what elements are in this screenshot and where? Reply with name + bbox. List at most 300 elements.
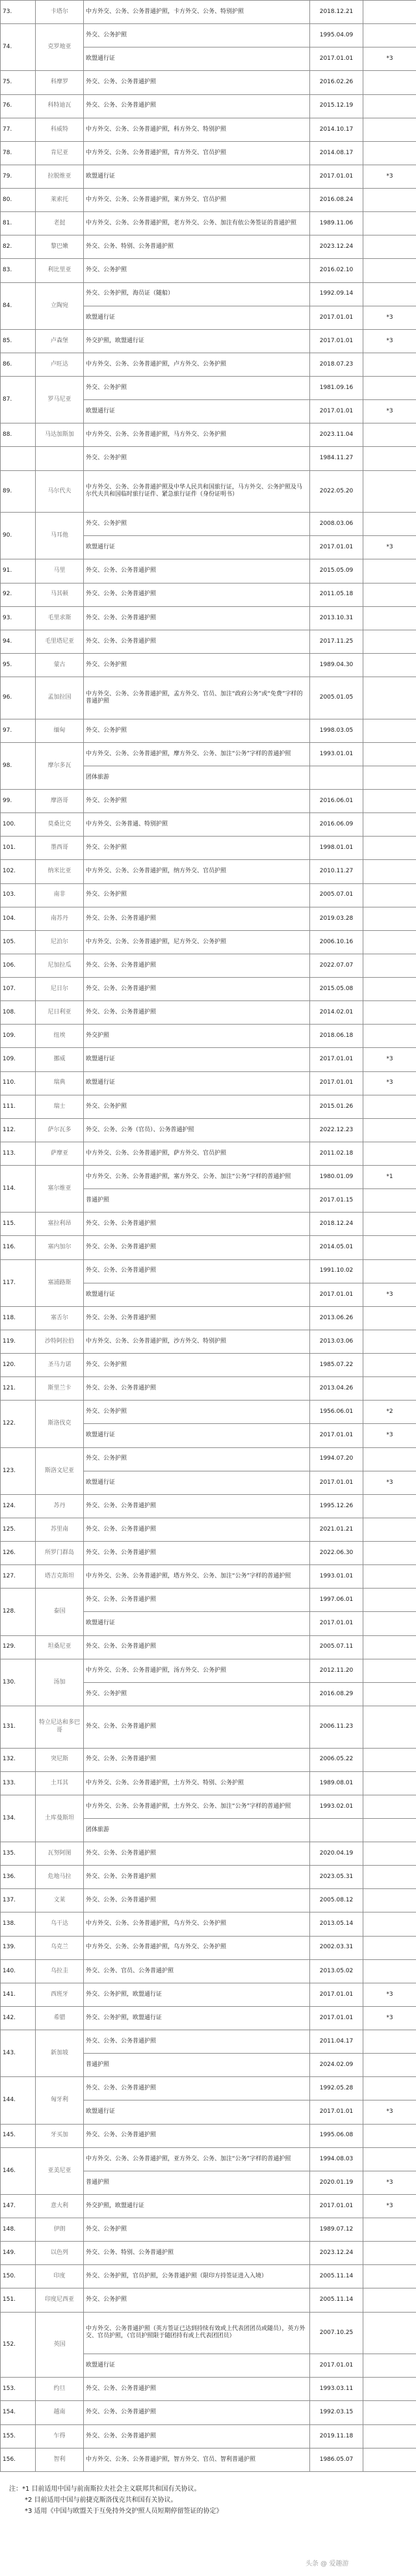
row-number: 152. [1,2312,36,2378]
country-name: 印度尼西亚 [36,2288,84,2312]
country-name: 科威特 [36,118,84,141]
passport-type: 外交、公务、公务普通护照 [84,606,310,630]
table-row [1,1001,416,1025]
note-mark [363,1001,416,1025]
note-mark [363,813,416,837]
table-row [1,1936,416,1959]
row-number: 105. [1,930,36,954]
effective-date: 2017.01.01 [310,400,363,423]
effective-date: 1991.10.02 [310,1259,363,1283]
country-name: 汤加 [36,1659,84,1706]
passport-type: 中方外交、公务、公务普通护照，莱方外交、官员护照 [84,189,310,212]
row-number: 90. [1,513,36,559]
effective-date: 2017.01.01 [310,536,363,559]
table-row [1,1748,416,1771]
table-row [1,2124,416,2147]
effective-date: 2023.05.31 [310,1866,363,1889]
country-name: 希腊 [36,2006,84,2030]
effective-date: 2022.05.20 [310,470,363,513]
table-row [1,24,416,47]
note-mark [363,2378,416,2401]
passport-type: 外交、公务护照 [84,24,310,47]
effective-date: 2023.12.24 [310,2242,363,2265]
effective-date: 2014.10.17 [310,118,363,141]
table-row [1,2378,416,2401]
passport-type: 中方外交、公务、公务普通护照，汤方外交、公务护照 [84,1659,310,1682]
country-name: 孟加拉国 [36,677,84,719]
note-mark: *3 [363,1471,416,1494]
effective-date: 1992.09.14 [310,282,363,306]
row-number: 94. [1,630,36,653]
passport-type: 外交、公务、特别、公务普通护照 [84,235,310,259]
note-mark [363,559,416,583]
row-number: 129. [1,1635,36,1659]
row-number: 104. [1,907,36,930]
passport-type: 中方外交、公务、公务普通护照，亚方外交、公务、加注“公务”字样的普通护照 [84,2147,310,2171]
table-row [1,1959,416,1983]
note-mark [363,766,416,789]
row-number: 80. [1,189,36,212]
note-mark [363,2312,416,2354]
effective-date: 2018.07.23 [310,353,363,376]
table-row [1,813,416,837]
row-number: 144. [1,2077,36,2124]
country-name: 尼日利亚 [36,1001,84,1025]
country-name: 立陶宛 [36,282,84,329]
country-name: 老挝 [36,212,84,235]
row-number: 118. [1,1306,36,1330]
row-number: 113. [1,1142,36,1165]
passport-type: 外交、公务、公务普通护照 [84,1842,310,1866]
effective-date: 2022.07.07 [310,954,363,977]
passport-type: 中方外交、公务、公务普通护照，沙方外交、特别护照 [84,1330,310,1353]
note-mark [363,1635,416,1659]
effective-date: 2017.01.01 [310,1983,363,2006]
country-name: 斯洛文尼亚 [36,1447,84,1494]
note-mark [363,606,416,630]
table-row [1,2401,416,2424]
passport-type: 外交护照，欧盟通行证 [84,2194,310,2218]
country-name: 塞内加尔 [36,1236,84,1259]
table-row [1,470,416,513]
note-mark [363,2077,416,2100]
note-mark [363,24,416,47]
row-number: 82. [1,235,36,259]
table-row [1,653,416,677]
row-number: 103. [1,883,36,907]
note-mark [363,94,416,118]
note-mark [363,282,416,306]
row-number: 148. [1,2218,36,2242]
row-number: 132. [1,1748,36,1771]
note-mark [363,630,416,653]
country-name: 匈牙利 [36,2077,84,2124]
country-name: 泰国 [36,1589,84,1635]
passport-type: 外交、公务、公务普通护照 [84,1377,310,1401]
table-row [1,677,416,719]
passport-type: 外交、公务护照 [84,513,310,536]
note-mark [363,2265,416,2288]
table-row [1,742,416,766]
table-row [1,1983,416,2006]
country-name: 坦桑尼亚 [36,1635,84,1659]
effective-date: 1989.11.06 [310,212,363,235]
passport-type: 外交护照 [84,1025,310,1048]
note-mark [363,978,416,1001]
effective-date: 1956.06.01 [310,1401,363,1424]
country-name: 南苏丹 [36,907,84,930]
country-name: 圣马力诺 [36,1354,84,1377]
passport-type: 外交、公务、特别、公务普通护照 [84,2242,310,2265]
note-mark [363,1118,416,1142]
table-row [1,1912,416,1936]
note-mark [363,1771,416,1795]
passport-type: 外交、公务、公务普通护照 [84,1494,310,1518]
row-number: 124. [1,1494,36,1518]
row-number: 109. [1,1048,36,1071]
table-row [1,94,416,118]
effective-date: 2018.12.21 [310,1,363,24]
footnotes [9,2484,407,2517]
effective-date: 1985.07.22 [310,1354,363,1377]
effective-date: 1997.06.01 [310,1589,363,1612]
country-name: 新加坡 [36,2030,84,2077]
row-number: 114. [1,1166,36,1213]
row-number: 116. [1,1236,36,1259]
note-mark [363,1377,416,1401]
note-mark [363,653,416,677]
effective-date: 1984.11.27 [310,447,363,470]
row-number: 155. [1,2424,36,2448]
effective-date: 2010.11.27 [310,860,363,883]
effective-date: 1989.08.01 [310,1771,363,1795]
row-number: 108. [1,1001,36,1025]
country-name: 纽埃 [36,1025,84,1048]
table-row [1,1025,416,1048]
note-mark [363,1189,416,1213]
effective-date: 2014.05.01 [310,1236,363,1259]
note-mark [363,1354,416,1377]
effective-date: 2016.06.01 [310,790,363,813]
table-row [1,883,416,907]
table-row [1,978,416,1001]
country-name: 莱索托 [36,189,84,212]
table-row [1,583,416,606]
country-name: 科摩罗 [36,71,84,94]
effective-date: 1981.09.16 [310,377,363,400]
country-name: 马达加斯加 [36,423,84,447]
row-number: 153. [1,2378,36,2401]
passport-type: 普通护照 [84,1189,310,1213]
passport-type: 欧盟通行证 [84,536,310,559]
country-name: 瓦努阿图 [36,1842,84,1866]
passport-type: 欧盟通行证 [84,2354,310,2378]
row-number: 115. [1,1213,36,1236]
row-number: 149. [1,2242,36,2265]
passport-type: 中方外交、公务、公务普通护照，纳方外交、官员护照 [84,860,310,883]
row-number [1,447,36,470]
country-name: 萨摩亚 [36,1142,84,1165]
country-name: 卢旺达 [36,353,84,376]
table-row [1,1771,416,1795]
passport-type: 外交、公务、公务普通护照 [84,2124,310,2147]
passport-type: 中方外交、公务、公务普通护照，塔方外交、公务、加注“公务”字样的普通护照 [84,1565,310,1589]
note-mark [363,1,416,24]
effective-date: 2016.02.26 [310,71,363,94]
note-mark: *3 [363,1424,416,1447]
table-row [1,2194,416,2218]
effective-date: 2015.05.09 [310,559,363,583]
passport-type: 外交、公务护照，欧盟通行证 [84,2006,310,2030]
row-number: 136. [1,1866,36,1889]
row-number: 77. [1,118,36,141]
passport-type: 外交、公务、公务普通护照 [84,1589,310,1612]
row-number: 74. [1,24,36,71]
passport-type: 欧盟通行证 [84,2100,310,2124]
table-row [1,2448,416,2471]
country-name: 乌干达 [36,1912,84,1936]
effective-date: 2017.01.01 [310,1471,363,1494]
passport-type: 中方外交、公务、公务普通护照，土方外交、特别、公务护照 [84,1771,310,1795]
effective-date: 2017.01.01 [310,1071,363,1095]
note-mark: *3 [363,2006,416,2030]
row-number: 85. [1,329,36,353]
note-mark: *3 [363,1983,416,2006]
table-row [1,1842,416,1866]
note-mark [363,212,416,235]
effective-date: 2017.01.01 [310,2354,363,2378]
table-row [1,1071,416,1095]
passport-type: 外交、公务、公务普通护照 [84,2378,310,2401]
note-mark: *3 [363,2100,416,2124]
table-row [1,1659,416,1682]
note-mark [363,235,416,259]
country-name: 尼泊尔 [36,930,84,954]
passport-type: 外交、公务、公务普通护照 [84,1866,310,1889]
passport-type: 中方外交、公务、公务普通护照，卢方外交、公务护照 [84,353,310,376]
effective-date: 2012.11.20 [310,1659,363,1682]
passport-type: 外交、公务、公务普通护照 [84,1259,310,1283]
country-name: 毛里求斯 [36,606,84,630]
footnote-2: *2 目前适用中国与前捷克斯洛伐克共和国有关协议。 [25,2497,177,2504]
country-name: 斯洛伐克 [36,1401,84,1447]
row-number: 146. [1,2147,36,2194]
table-row [1,837,416,860]
effective-date: 2016.08.29 [310,1682,363,1706]
note-mark [363,353,416,376]
table-row [1,1494,416,1518]
note-mark [363,1494,416,1518]
effective-date: 2011.04.17 [310,2030,363,2054]
passport-type: 外交、公务、公务普通护照 [84,1542,310,1565]
note-mark [363,2030,416,2054]
note-mark: *3 [363,536,416,559]
effective-date: 2013.10.31 [310,606,363,630]
country-name: 利比里亚 [36,259,84,282]
row-number: 147. [1,2194,36,2218]
effective-date: 2017.11.25 [310,630,363,653]
passport-type: 外交、公务护照 [84,2288,310,2312]
country-name: 越南 [36,2401,84,2424]
country-name: 肯尼亚 [36,141,84,165]
passport-type: 外交、公务、公务普通护照 [84,1889,310,1912]
passport-type: 外交、公务、公务普通护照 [84,630,310,653]
table-row [1,2242,416,2265]
table-row [1,447,416,470]
passport-type: 外交、公务护照 [84,2218,310,2242]
note-mark [363,1936,416,1959]
effective-date: 2016.08.24 [310,189,363,212]
country-name: 意大利 [36,2194,84,2218]
passport-type: 外交、公务护照 [84,259,310,282]
effective-date: 1993.03.11 [310,2378,363,2401]
effective-date: 1980.01.09 [310,1166,363,1189]
row-number: 142. [1,2006,36,2030]
effective-date: 1992.05.28 [310,2077,363,2100]
table-row [1,2218,416,2242]
country-name: 乌拉圭 [36,1959,84,1983]
note-mark [363,470,416,513]
effective-date: 1993.01.01 [310,742,363,766]
note-mark [363,2424,416,2448]
row-number: 96. [1,677,36,719]
table-row [1,1565,416,1589]
effective-date: 2011.02.18 [310,1142,363,1165]
table-row [1,1118,416,1142]
table-row [1,559,416,583]
effective-date: 2011.05.18 [310,583,363,606]
table-row [1,907,416,930]
passport-type: 外交、公务、公务普通护照 [84,978,310,1001]
note-mark [363,2354,416,2378]
row-number: 112. [1,1118,36,1142]
note-mark [363,1842,416,1866]
note-mark [363,1542,416,1565]
note-mark [363,1659,416,1682]
note-mark: *2 [363,1401,416,1424]
effective-date: 2013.06.26 [310,1306,363,1330]
effective-date: 2013.04.26 [310,1377,363,1401]
row-number: 134. [1,1795,36,1842]
country-name: 塞尔维亚 [36,1166,84,1213]
passport-type: 外交、公务护照 [84,1682,310,1706]
row-number: 130. [1,1659,36,1706]
note-mark [363,2124,416,2147]
table-row [1,1259,416,1283]
passport-type: 外交护照，欧盟通行证 [84,329,310,353]
table-row [1,606,416,630]
country-name: 罗马尼亚 [36,377,84,423]
passport-type: 外交、公务护照 [84,377,310,400]
effective-date: 1986.05.07 [310,2448,363,2471]
footnote-3: *3 适用《中国与欧盟关于互免持外交护照人员短期停留签证的协定》 [25,2508,223,2515]
row-number: 121. [1,1377,36,1401]
row-number: 156. [1,2448,36,2471]
effective-date [310,1818,363,1842]
passport-type: 欧盟通行证 [84,165,310,188]
country-name: 莫桑比克 [36,813,84,837]
country-name: 突尼斯 [36,1748,84,1771]
effective-date: 2014.08.17 [310,141,363,165]
note-mark [363,1589,416,1612]
row-number: 137. [1,1889,36,1912]
passport-type: 外交、公务、公务普通护照 [84,907,310,930]
table-row [1,630,416,653]
note-mark: *3 [363,1071,416,1095]
effective-date: 1995.06.08 [310,2124,363,2147]
table-row [1,1142,416,1165]
row-number: 145. [1,2124,36,2147]
row-number: 126. [1,1542,36,1565]
row-number: 92. [1,583,36,606]
passport-type: 外交、公务、公务普通护照 [84,1518,310,1541]
table-row [1,1518,416,1541]
country-name: 墨西哥 [36,837,84,860]
note-mark [363,2448,416,2471]
effective-date: 2017.01.01 [310,47,363,71]
row-number: 81. [1,212,36,235]
passport-type: 外交、公务、公务普通护照 [84,94,310,118]
effective-date: 2023.11.04 [310,423,363,447]
passport-type: 中方外交、公务、公务普通护照，智方外交、官员、智利普通护照 [84,2448,310,2471]
country-name: 苏丹 [36,1494,84,1518]
country-name: 印度 [36,2265,84,2288]
country-name: 斯里兰卡 [36,1377,84,1401]
passport-type: 外交、公务护照 [84,837,310,860]
table-row [1,71,416,94]
effective-date: 2005.07.01 [310,883,363,907]
table-row [1,1,416,24]
country-name: 卡塔尔 [36,1,84,24]
table-row [1,1866,416,1889]
note-mark [363,1447,416,1471]
table-row [1,2288,416,2312]
country-name: 摩洛哥 [36,790,84,813]
country-name: 蒙古 [36,653,84,677]
row-number: 89. [1,470,36,513]
country-name: 南非 [36,883,84,907]
table-row [1,1377,416,1401]
country-name: 马耳他 [36,513,84,559]
table-row [1,1213,416,1236]
table-row [1,353,416,376]
table-row [1,1236,416,1259]
row-number: 117. [1,1259,36,1306]
row-number: 154. [1,2401,36,2424]
passport-type: 外交、公务、公务普通护照 [84,71,310,94]
country-name: 摩尔多瓦 [36,742,84,789]
note-mark: *3 [363,1283,416,1306]
row-number: 127. [1,1565,36,1589]
row-number: 76. [1,94,36,118]
passport-type: 外交、公务、公务普通护照 [84,1236,310,1259]
row-number: 133. [1,1771,36,1795]
row-number: 102. [1,860,36,883]
effective-date: 1993.01.01 [310,1565,363,1589]
row-number: 106. [1,954,36,977]
passport-type: 中方外交、公务、公务普通护照，萨方外交、官员护照 [84,1142,310,1165]
row-number: 84. [1,282,36,329]
table-row [1,1306,416,1330]
effective-date: 2013.05.02 [310,1959,363,1983]
passport-type: 中方外交、公务、公务普通护照，科方外交、特别护照 [84,118,310,141]
table-row [1,259,416,282]
effective-date: 2020.04.19 [310,1842,363,1866]
note-mark: *3 [363,165,416,188]
effective-date: 2015.12.19 [310,94,363,118]
row-number: 100. [1,813,36,837]
passport-type: 中方外交、公务、公务普通护照，土方外交、公务、加注“公务”字样的普通护照 [84,1795,310,1818]
